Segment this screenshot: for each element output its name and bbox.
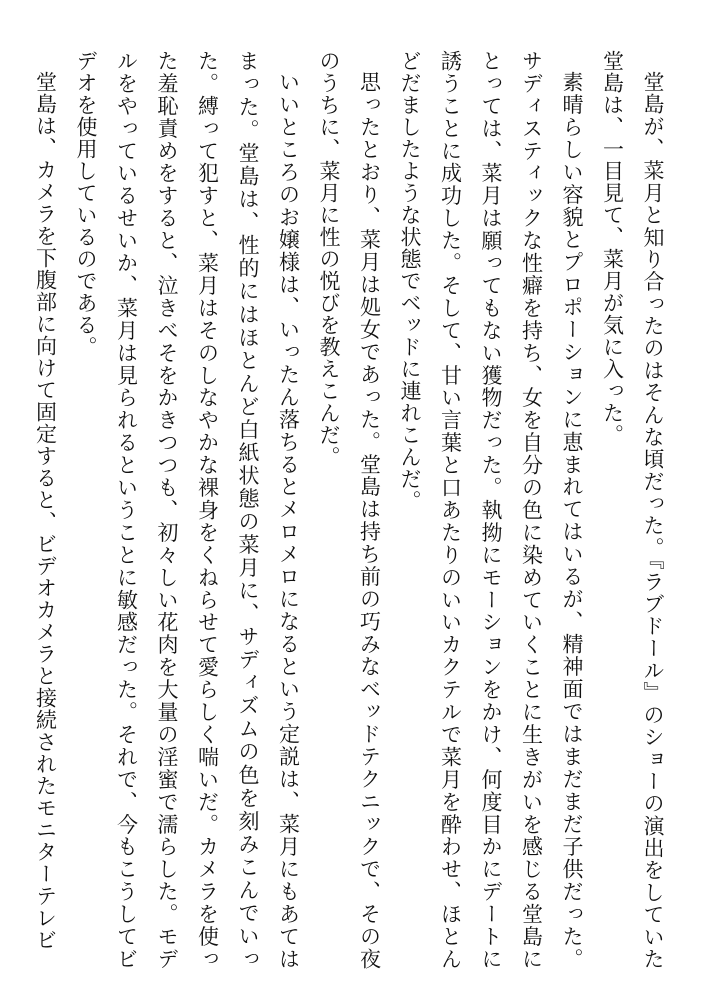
paragraph-1: 堂島が、菜月と知り合ったのはそんな頃だった。『ラブドール』のショーの演出をしていた堂島は、一目見て、菜月が気に入った。 <box>600 50 665 970</box>
paragraph-2: 素晴らしい容貌とプロポーションに恵まれてはいるが、精神面ではまだまだ子供だった。サディスティックな性癖を持ち、女を自分の色に染めていくことに生きがいを感じる堂島にとっては、菜月は願ってもない獲物だった。執拗にモーションをかけ、何度目かにデートに誘うことに成功した。そして、甘い言葉と口あたりのいいカクテルで菜月を酔わせ、ほとんどだましたような状態でベッドに連れこんだ。 <box>398 50 584 971</box>
paragraph-3: 思ったとおり、菜月は処女であった。堂島は持ち前の巧みなベッドテクニックで、その夜のうちに、菜月に性の悦びを教えこんだ。 <box>317 50 382 971</box>
paragraph-4: いいところのお嬢様は、いったん落ちるとメロメロになるという定説は、菜月にもあてはまった。堂島は、性的にはほとんど白紙状態の菜月に、サディズムの色を刻みこんでいった。縛って犯すと、菜月はそのしなやかな裸身をくねらせて愛らしく喘いだ。カメラを使った羞恥責めをすると、泣きべそをかきつつも、初々しい花肉を大量の淫蜜で濡らした。モデルをやっているせいか、菜月は見られるということに敏感だった。それで、今もこうしてビデオを使用しているのである。 <box>74 50 301 971</box>
paragraph-5: 堂島は、カメラを下腹部に向けて固定すると、ビデオカメラと接続されたモニターテレビ <box>33 71 58 951</box>
vertical-text-body <box>25 50 673 970</box>
